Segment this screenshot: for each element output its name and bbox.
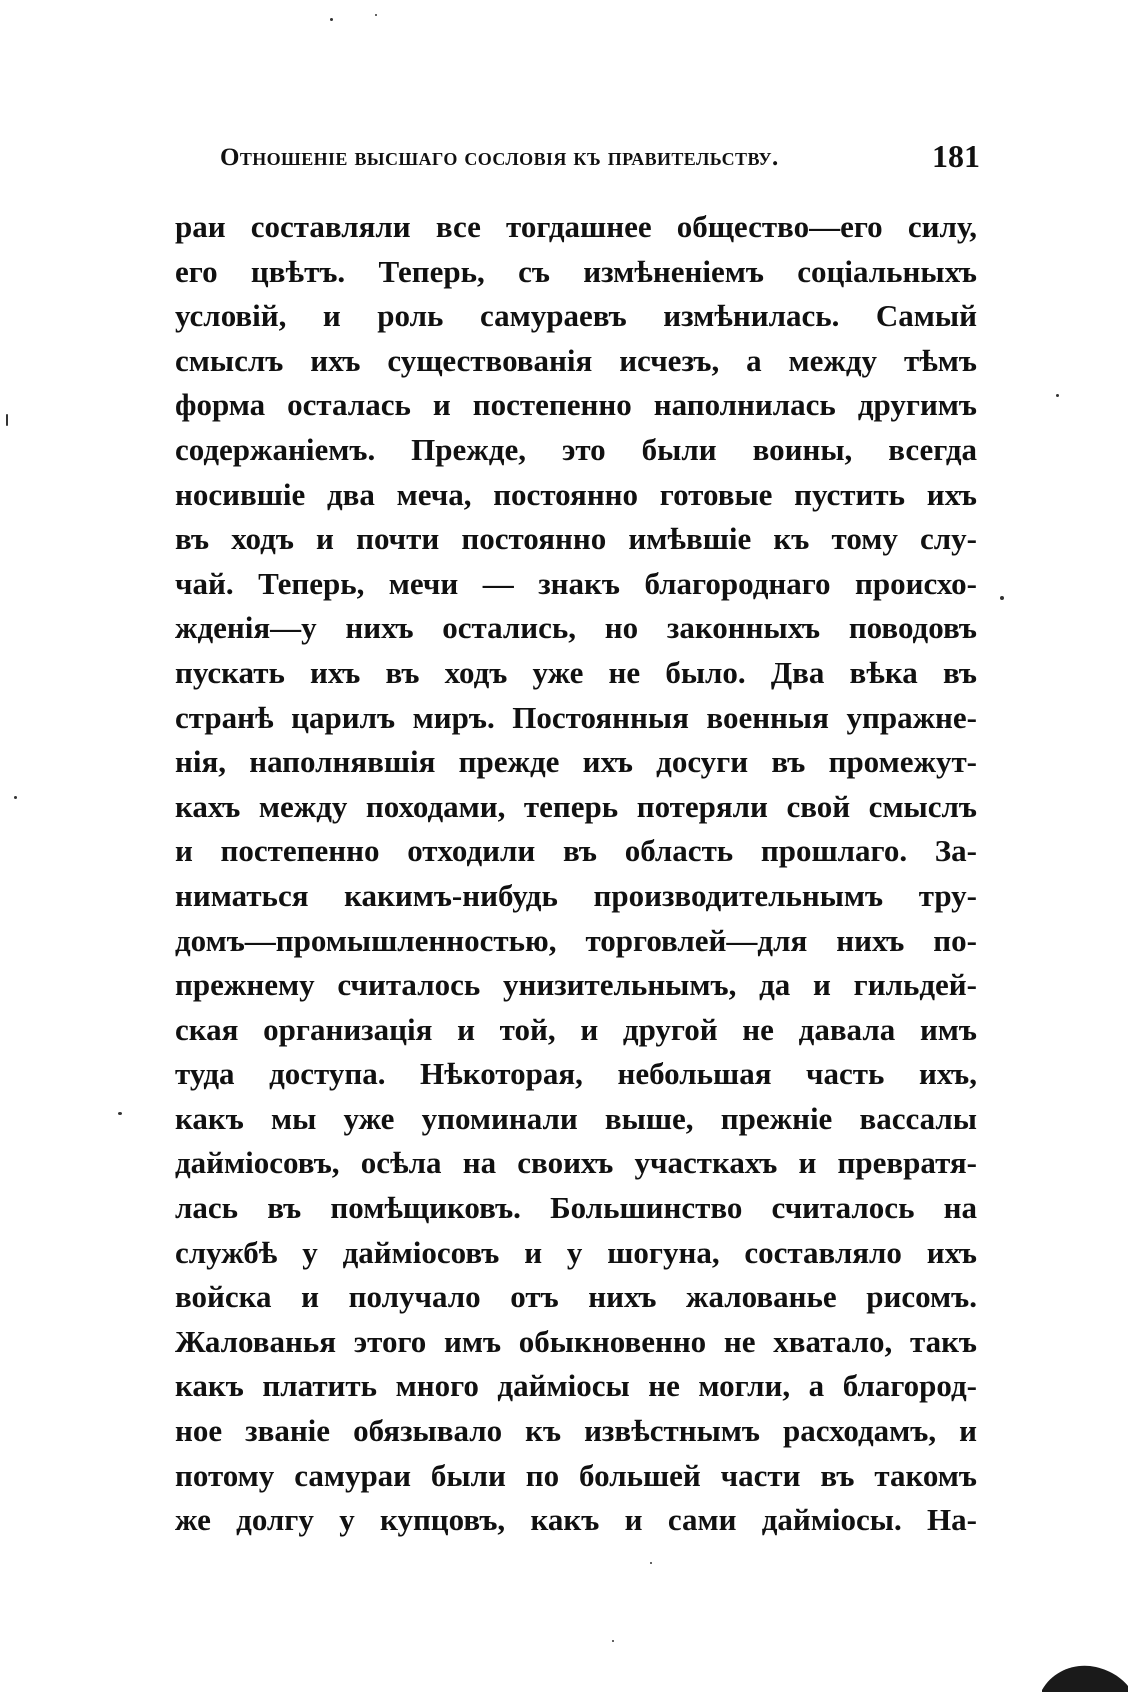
text-line: его цвѣтъ. Теперь, съ измѣненіемъ соціальныхъ xyxy=(175,253,977,289)
text-line: войска и получало отъ нихъ жалованье рисомъ. xyxy=(175,1279,977,1315)
text-line: службѣ у даймiосовъ и у шогуна, составляло ихъ xyxy=(175,1234,977,1270)
text-line: жденія—у нихъ остались, но законныхъ поводовъ xyxy=(175,610,977,646)
text-line: пускать ихъ въ ходъ уже не было. Два вѣка въ xyxy=(175,654,977,690)
text-line: домъ—промышленностью, торговлей—для нихъ по- xyxy=(175,922,977,958)
text-line: странѣ царилъ миръ. Постоянныя военныя упражне- xyxy=(175,699,977,735)
text-line: условій, и роль самураевъ измѣнилась. Самый xyxy=(175,298,977,334)
scan-speck xyxy=(6,414,8,426)
scan-speck xyxy=(1000,596,1004,600)
text-line: раи составляли все тогдашнее общество—его силу, xyxy=(175,209,977,244)
text-line: въ ходъ и почти постоянно имѣвшіе къ тому слу- xyxy=(175,521,977,557)
text-line: чай. Теперь, мечи — знакъ благороднаго происхо- xyxy=(175,565,977,601)
text-line: ниматься какимъ-нибудь производительнымъ тру- xyxy=(175,877,977,913)
scan-speck xyxy=(330,18,333,21)
scan-speck xyxy=(1056,394,1059,397)
text-line: форма осталась и постепенно наполнилась другимъ xyxy=(175,387,977,423)
text-line: смыслъ ихъ существованія исчезъ, а между тѣмъ xyxy=(175,342,977,378)
text-line: же долгу у купцовъ, какъ и сами даймiосы. На- xyxy=(175,1502,977,1538)
body-text xyxy=(175,205,977,1543)
scan-speck xyxy=(375,14,377,16)
scan-speck xyxy=(118,1112,122,1115)
scan-speck xyxy=(14,796,17,799)
running-head: Отношеніе высшаго сословія къ правительству. xyxy=(220,144,779,171)
page-edge-ornament xyxy=(1042,1662,1128,1692)
text-line: ская организація и той, и другой не давала имъ xyxy=(175,1011,977,1047)
text-line: носившіе два меча, постоянно готовые пустить ихъ xyxy=(175,476,977,512)
text-line: содержаніемъ. Прежде, это были воины, всегда xyxy=(175,431,977,467)
scan-speck xyxy=(612,1640,614,1642)
text-line: какъ платить много даймiосы не могли, а благород- xyxy=(175,1368,977,1404)
text-line: и постепенно отходили въ область прошлаго. За- xyxy=(175,833,977,869)
text-line: какъ мы уже упоминали выше, прежніе вассалы xyxy=(175,1100,977,1136)
text-line: туда доступа. Нѣкоторая, небольшая часть ихъ, xyxy=(175,1056,977,1092)
text-line: Жалованья этого имъ обыкновенно не хватало, такъ xyxy=(175,1323,977,1359)
page-header xyxy=(220,138,980,180)
text-line: прежнему считалось унизительнымъ, да и гильдей- xyxy=(175,967,977,1003)
page-number: 181 xyxy=(932,138,980,174)
text-line: ное званіе обязывало къ извѣстнымъ расходамъ, и xyxy=(175,1413,977,1449)
text-line: лась въ помѣщиковъ. Большинство считалось на xyxy=(175,1190,977,1226)
text-line: кахъ между походами, теперь потеряли свой смыслъ xyxy=(175,788,977,824)
scan-speck xyxy=(650,1562,652,1564)
text-line: потому самураи были по большей части въ такомъ xyxy=(175,1457,977,1493)
text-line: даймiосовъ, осѣла на своихъ участкахъ и превратя- xyxy=(175,1145,977,1181)
text-line: нія, наполнявшія прежде ихъ досуги въ промежут- xyxy=(175,744,977,780)
